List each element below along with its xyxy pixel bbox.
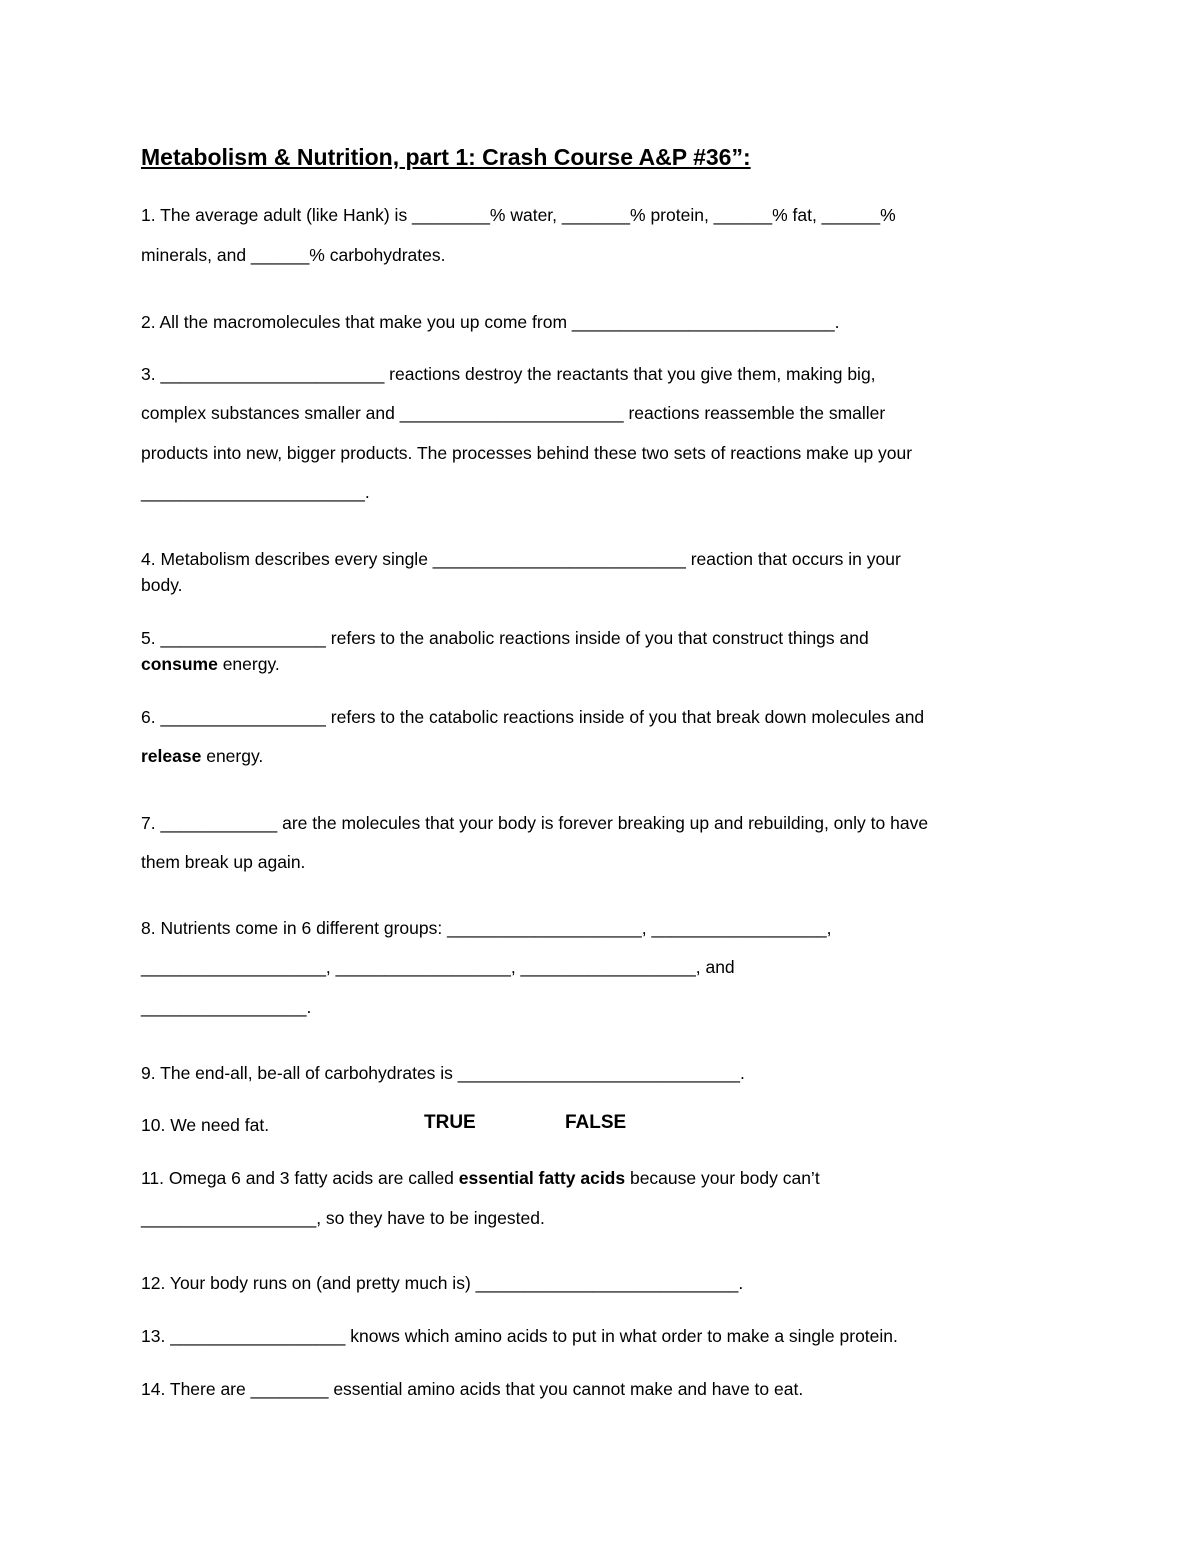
question-3-line-4: _______________________. <box>141 482 370 502</box>
question-1-line-2: minerals, and ______% carbohydrates. <box>141 245 446 265</box>
question-8-line-1: 8. Nutrients come in 6 different groups: ____________________, __________________, <box>141 918 832 938</box>
question-8-line-2: ___________________, __________________, __________________, and <box>141 957 735 977</box>
question-6-bold-word: release <box>141 746 202 766</box>
question-5-line-2 <box>141 652 280 676</box>
question-7-line-2: them break up again. <box>141 852 306 872</box>
question-8-line-3: _________________. <box>141 997 312 1017</box>
question-5-bold-word: consume <box>141 654 218 674</box>
question-12-line-1: 12. Your body runs on (and pretty much is) ___________________________. <box>141 1273 744 1293</box>
question-11-line-1 <box>141 1166 820 1190</box>
question-11-suffix: because your body can’t <box>625 1168 820 1188</box>
question-4-line-2: body. <box>141 575 183 595</box>
question-5-line-2-rest: energy. <box>217 654 280 674</box>
false-option[interactable]: FALSE <box>565 1112 627 1133</box>
question-11-prefix: 11. Omega 6 and 3 fatty acids are called <box>141 1168 459 1188</box>
question-14-line-1: 14. There are ________ essential amino acids that you cannot make and have to eat. <box>141 1379 804 1399</box>
question-6-line-2 <box>141 744 263 768</box>
question-11-line-2: __________________, so they have to be ingested. <box>141 1208 545 1228</box>
question-3-line-2: complex substances smaller and _______________________ reactions reassemble the smaller <box>141 403 886 423</box>
question-13-line-1: 13. __________________ knows which amino acids to put in what order to make a single protein. <box>141 1326 898 1346</box>
question-5-line-1: 5. _________________ refers to the anabolic reactions inside of you that construct things and <box>141 628 869 648</box>
worksheet-title: Metabolism & Nutrition, part 1: Crash Course A&P #36”: <box>141 144 751 170</box>
true-option[interactable]: TRUE <box>424 1112 476 1133</box>
question-11-bold-term: essential fatty acids <box>458 1168 626 1188</box>
question-1-line-1: 1. The average adult (like Hank) is ________% water, _______% protein, ______% fat, ______% <box>141 205 896 225</box>
question-7-line-1: 7. ____________ are the molecules that your body is forever breaking up and rebuilding, only to have <box>141 813 929 833</box>
question-6-line-1: 6. _________________ refers to the catabolic reactions inside of you that break down molecules and <box>141 707 925 727</box>
question-3-line-3: products into new, bigger products. The processes behind these two sets of reactions make up your <box>141 443 913 463</box>
question-2-line-1: 2. All the macromolecules that make you up come from ___________________________. <box>141 312 840 332</box>
question-6-line-2-rest: energy. <box>201 746 264 766</box>
question-3-line-1: 3. _______________________ reactions destroy the reactants that you give them, making big, <box>141 364 876 384</box>
question-9-line-1: 9. The end-all, be-all of carbohydrates is _____________________________. <box>141 1063 745 1083</box>
question-4-line-1: 4. Metabolism describes every single __________________________ reaction that occurs in your <box>141 549 901 569</box>
question-10-text: 10. We need fat. <box>141 1115 270 1135</box>
